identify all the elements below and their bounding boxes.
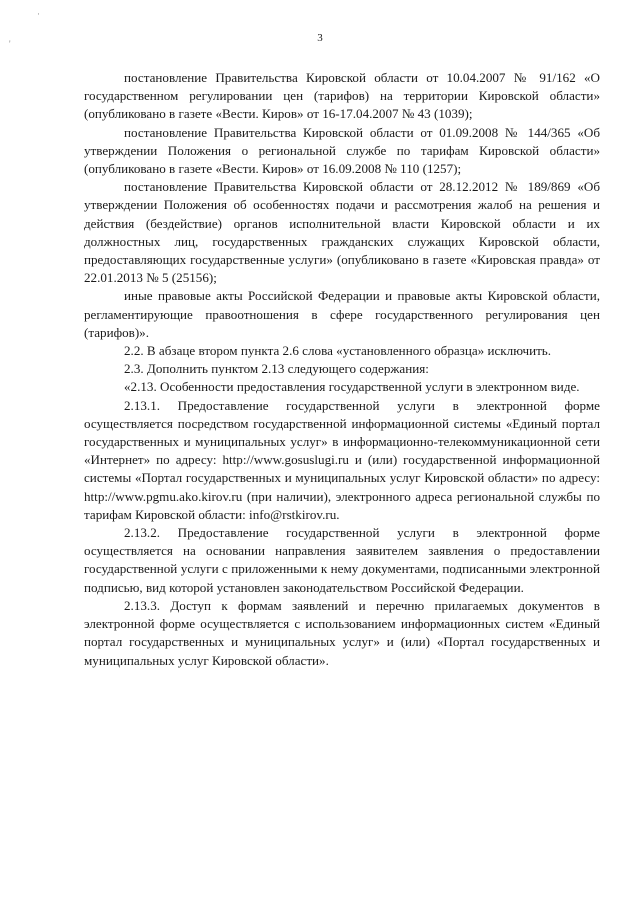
scan-speck: ' [9,39,11,49]
paragraph-resolution-144-365: постановление Правительства Кировской области от 01.09.2008 № 144/365 «Об утверждении Положения о региональной службе по тарифам Кировской области» (опубликовано в газете «Вести. Киров» от 16.09.2008 № 110 (1257); [84,124,600,177]
paragraph-item-2-13: «2.13. Особенности предоставления государственной услуги в электронном виде. [124,379,580,395]
page-number: 3 [317,32,323,44]
paragraph-item-2-13-1: 2.13.1. Предоставление государственной услуги в электронной форме осуществляется посредством государственной информационной системы «Единый портал государственных и муниципальных услуг» в информационно-телекоммуникационной сети «Интернет» по адресу: http://www.gosuslugi.ru и (или) государственной информационной системы «Портал государственных и муниципальных услуг Кировской области» по адресу: http://www.pgmu.ako.kirov.ru (при наличии), электронного адреса региональной службы по тарифам Кировской области: info@rstkirov.ru. [84,397,600,522]
paragraph-item-2-13-3: 2.13.3. Доступ к формам заявлений и перечню прилагаемых документов в электронной форме осуществляется с использованием информационных систем «Единый портал государственных и муниципальных услуг» и (или) «Портал государственных и муниципальных услуг Кировской области». [84,597,600,668]
scan-speck: · [37,9,40,19]
paragraph-item-2-3: 2.3. Дополнить пунктом 2.13 следующего содержания: [124,361,429,377]
paragraph-resolution-91-162: постановление Правительства Кировской области от 10.04.2007 № 91/162 «О государственном регулировании цен (тарифов) на территории Кировской области» (опубликовано в газете «Вести. Киров» от 16-17.04.2007 № 43 (1039); [84,70,600,122]
paragraph-item-2-2: 2.2. В абзаце втором пункта 2.6 слова «установленного образца» исключить. [124,343,552,359]
paragraph-other-legal-acts: иные правовые акты Российской Федерации и правовые акты Кировской области, регламентирующие правоотношения в сфере государственного регулирования цен (тарифов)». [84,288,600,340]
document-body [84,69,600,670]
paragraph-resolution-189-869: постановление Правительства Кировской области от 28.12.2012 № 189/869 «Об утверждении Положения об особенностях подачи и рассмотрения жалоб на решения и действия (бездействие) органов исполнительной власти Кировской области и их должностных лиц, государственных гражданских служащих Кировской области, предоставляющих государственные услуги» (опубликовано в газете «Кировская правда» от 22.01.2013 № 5 (25156); [84,179,600,286]
paragraph-item-2-13-2: 2.13.2. Предоставление государственной услуги в электронной форме осуществляется на основании направления заявителем заявления о предоставлении государственной услуги с приложенными к нему документами, подписанными электронной подписью, вид которой установлен законодательством Российской Федерации. [84,525,600,595]
